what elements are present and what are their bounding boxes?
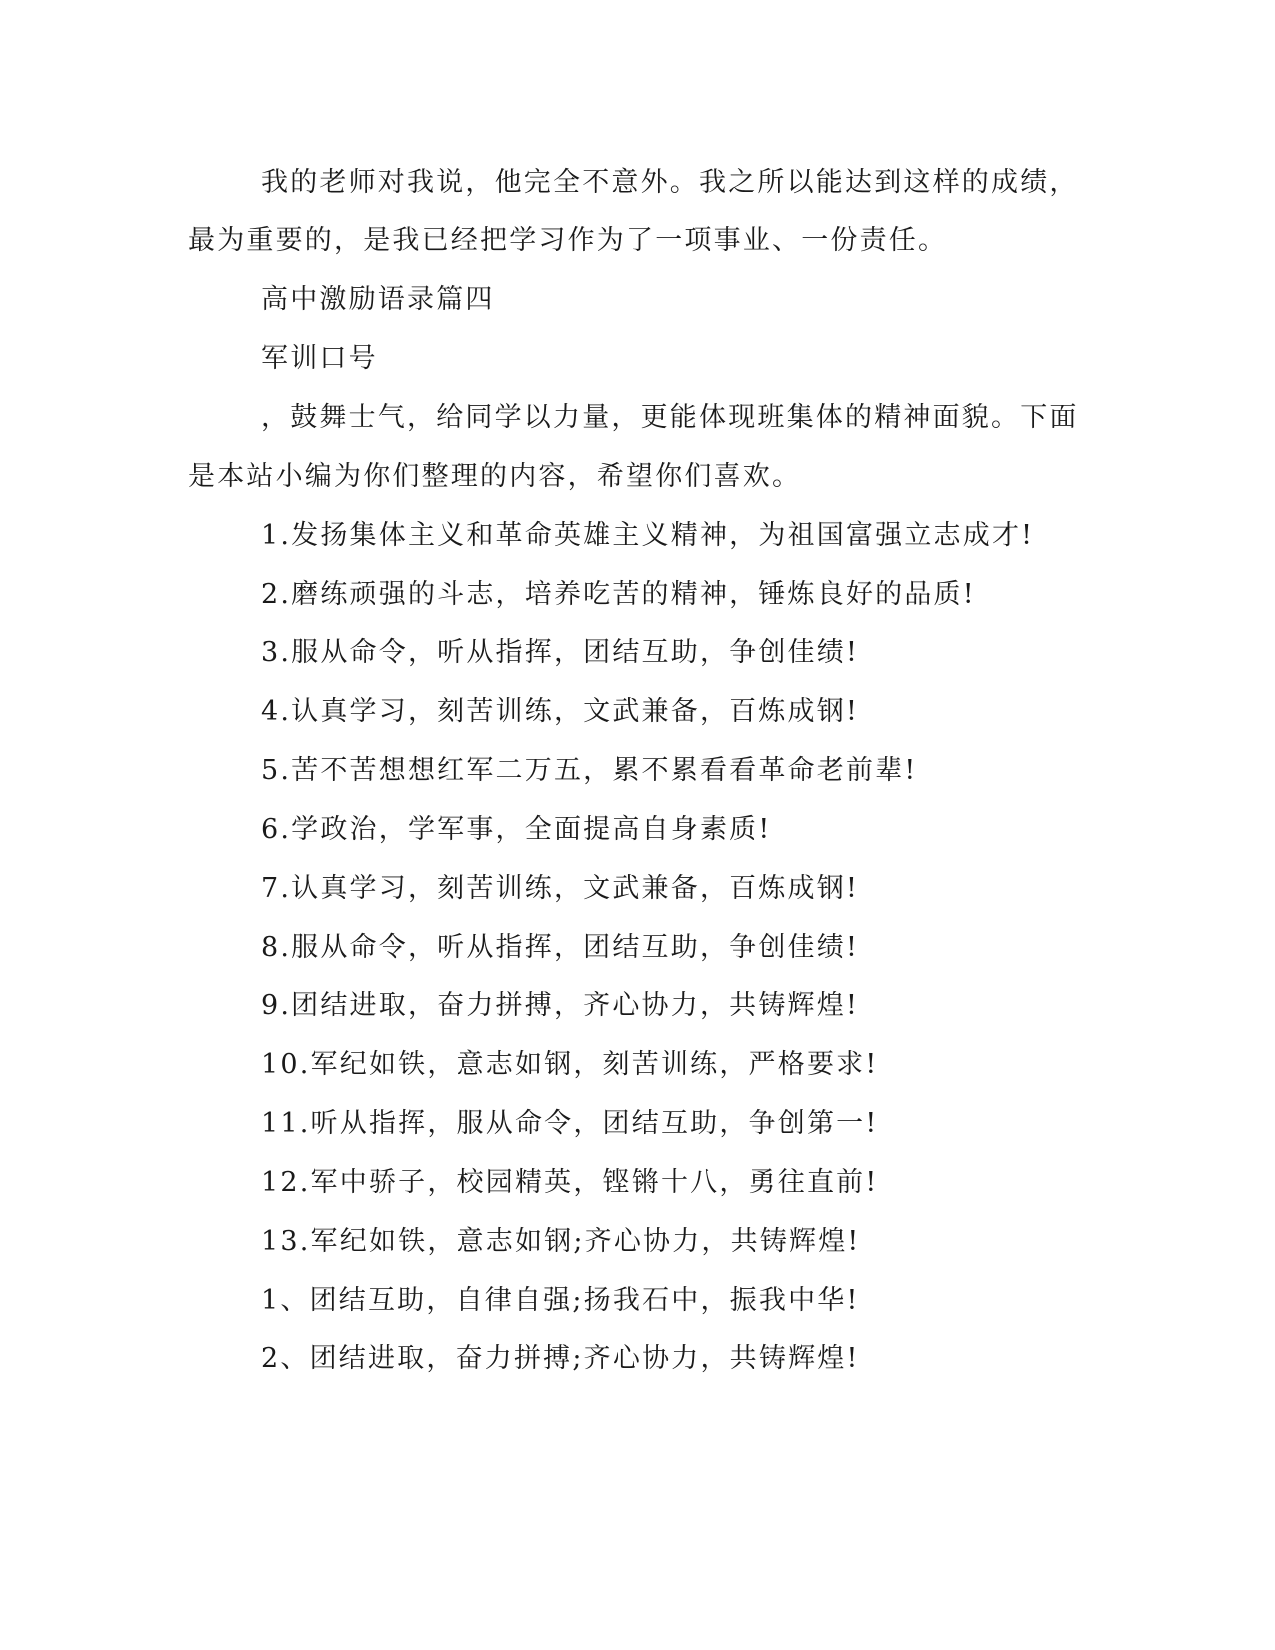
slogan-item: 2、团结进取，奋力拼搏;齐心协力，共铸辉煌! (261, 1343, 860, 1374)
slogan-item: 13.军纪如铁，意志如钢;齐心协力，共铸辉煌! (261, 1226, 861, 1257)
slogan-item: 11.听从指挥，服从命令，团结互助，争创第一! (261, 1108, 879, 1139)
paragraph-teacher-line-2: 最为重要的，是我已经把学习作为了一项事业、一份责任。 (188, 225, 948, 256)
intro-paragraph-line-1: ，鼓舞士气，给同学以力量，更能体现班集体的精神面貌。下面 (261, 402, 1079, 433)
slogan-item: 3.服从命令，听从指挥，团结互助，争创佳绩! (261, 637, 860, 668)
slogan-item: 1.发扬集体主义和革命英雄主义精神，为祖国富强立志成才! (261, 520, 1035, 551)
slogan-item: 4.认真学习，刻苦训练，文武兼备，百炼成钢! (261, 696, 860, 727)
slogan-item: 9.团结进取，奋力拼搏，齐心协力，共铸辉煌! (261, 990, 860, 1021)
slogan-item: 7.认真学习，刻苦训练，文武兼备，百炼成钢! (261, 873, 860, 904)
slogan-item: 12.军中骄子，校园精英，铿锵十八，勇往直前! (261, 1167, 879, 1198)
intro-paragraph-line-2: 是本站小编为你们整理的内容，希望你们喜欢。 (188, 461, 802, 492)
slogan-item: 10.军纪如铁，意志如钢，刻苦训练，严格要求! (261, 1049, 879, 1080)
slogan-item: 2.磨练顽强的斗志，培养吃苦的精神，锤炼良好的品质! (261, 579, 976, 610)
slogan-item: 5.苦不苦想想红军二万五，累不累看看革命老前辈! (261, 755, 918, 786)
slogan-item: 8.服从命令，听从指挥，团结互助，争创佳绩! (261, 932, 860, 963)
subsection-heading: 军训口号 (261, 343, 378, 374)
paragraph-teacher-line-1: 我的老师对我说，他完全不意外。我之所以能达到这样的成绩， (261, 167, 1079, 198)
slogan-item: 6.学政治，学军事，全面提高自身素质! (261, 814, 772, 845)
slogan-item: 1、团结互助，自律自强;扬我石中，振我中华! (261, 1285, 860, 1316)
section-heading: 高中激励语录篇四 (261, 284, 495, 315)
